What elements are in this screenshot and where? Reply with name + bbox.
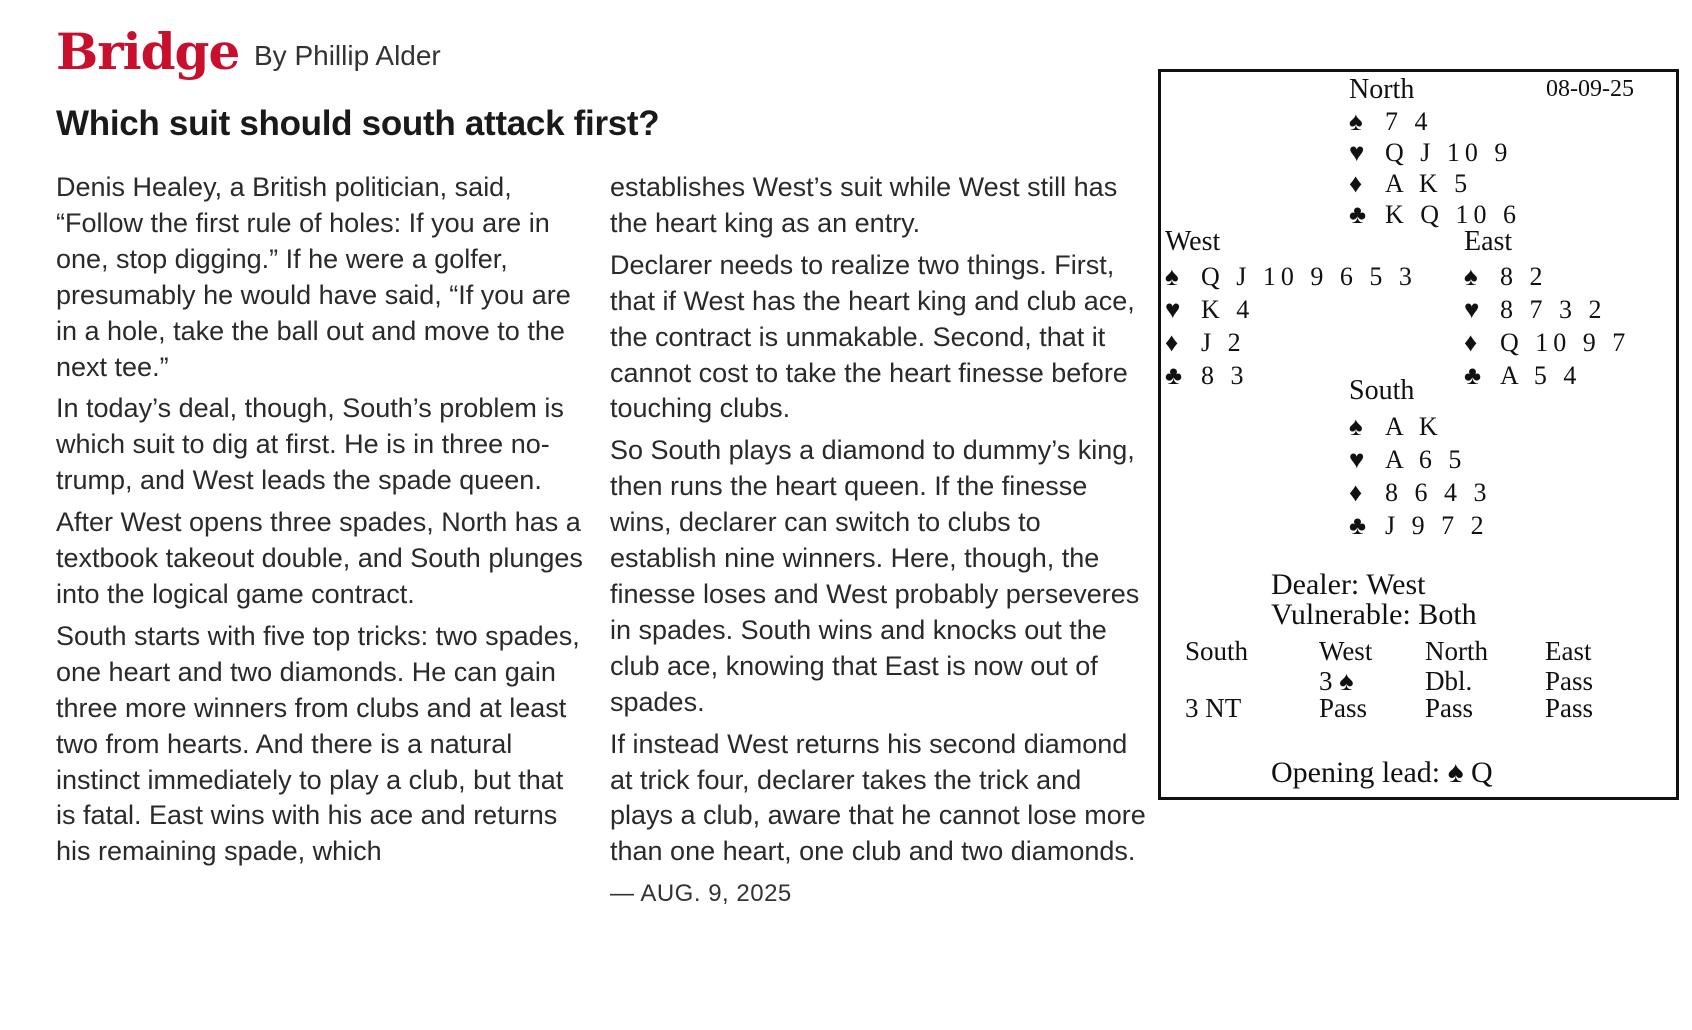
paragraph: Declarer needs to realize two things. First, that if West has the heart king and club ace, the contract is unmakable. Second, that it cannot cost to take the heart finesse before touching clubs. — [610, 249, 1135, 424]
deal-diagram — [1158, 69, 1679, 800]
heart-icon: ♥ — [1349, 445, 1365, 474]
dealer-info: Dealer: West — [1271, 568, 1426, 601]
west-spades: Q J 10 9 6 5 3 — [1201, 262, 1417, 291]
bid-header-south: South — [1185, 636, 1249, 666]
club-icon: ♣ — [1349, 511, 1367, 540]
north-diamonds: A K 5 — [1385, 169, 1473, 198]
paragraph: South starts with five top tricks: two spades, one heart and two diamonds. He can gain three more winners from clubs and at least two from hearts. And there is a natural instinct immediately to play a club, but that is fatal. East wins with his ace and returns his remaining spade, which — [56, 620, 580, 867]
diagram-date: 08-09-25 — [1546, 76, 1634, 102]
south-label: South — [1349, 375, 1415, 406]
bid-cell: Pass — [1545, 666, 1594, 696]
north-hand — [1349, 106, 1521, 230]
vulnerable-info: Vulnerable: Both — [1271, 598, 1477, 631]
bid-cell: Dbl. — [1425, 666, 1473, 696]
brand-title: Bridge — [56, 22, 240, 81]
east-spades: 8 2 — [1500, 262, 1548, 291]
east-hand — [1464, 260, 1630, 392]
article-column-1 — [56, 170, 586, 876]
spade-icon: ♠ — [1349, 107, 1363, 136]
diamond-icon: ♦ — [1464, 328, 1478, 357]
west-label: West — [1165, 226, 1221, 257]
west-hearts: K 4 — [1201, 295, 1255, 324]
club-icon: ♣ — [1464, 361, 1482, 390]
north-clubs: K Q 10 6 — [1385, 200, 1522, 229]
paragraph: So South plays a diamond to dummy’s king, then runs the heart queen. If the finesse wins, declarer can switch to clubs to establish nine winners. Here, though, the finesse loses and West probably perseveres in spades. South wins and knocks out the club ace, knowing that East is now out of spades. — [610, 435, 1140, 717]
bid-cell: 3 ♠ — [1319, 666, 1354, 696]
diamond-icon: ♦ — [1165, 328, 1179, 357]
west-hand — [1165, 260, 1417, 392]
heart-icon: ♥ — [1464, 295, 1480, 324]
paragraph: Denis Healey, a British politician, said, “Follow the first rule of holes: If you are in one, stop digging.” If he were a golfer, presumably he would have said, “If you are in a hole, take the ball out and move to the next tee.” — [56, 172, 571, 382]
article-column-2 — [610, 170, 1150, 912]
byline: By Phillip Alder — [254, 40, 441, 71]
paragraph: If instead West returns his second diamond at trick four, declarer takes the trick and plays a club, aware that he cannot lose more than one heart, one club and two diamonds. — [610, 728, 1146, 867]
south-hand — [1349, 410, 1492, 542]
bid-header-east: East — [1545, 636, 1592, 666]
paragraph: In today’s deal, though, South’s problem is which suit to dig at first. He is in three no-trump, and West leads the spade queen. — [56, 393, 564, 496]
headline: Which suit should south attack first? — [56, 104, 660, 143]
bid-cell: Pass — [1425, 693, 1474, 723]
spade-icon: ♠ — [1349, 412, 1363, 441]
west-diamonds: J 2 — [1201, 328, 1246, 357]
opening-lead: Opening lead: ♠ Q — [1271, 756, 1493, 789]
bid-cell: 3 NT — [1185, 693, 1242, 723]
north-label: North — [1349, 74, 1415, 105]
bid-header-west: West — [1319, 636, 1373, 666]
north-spades: 7 4 — [1385, 107, 1433, 136]
south-hearts: A 6 5 — [1385, 445, 1467, 474]
spade-icon: ♠ — [1165, 262, 1179, 291]
diamond-icon: ♦ — [1349, 169, 1363, 198]
bid-header-north: North — [1425, 636, 1488, 666]
bid-cell: Pass — [1545, 693, 1594, 723]
south-clubs: J 9 7 2 — [1385, 511, 1489, 540]
south-diamonds: 8 6 4 3 — [1385, 478, 1492, 507]
east-hearts: 8 7 3 2 — [1500, 295, 1607, 324]
paragraph: establishes West’s suit while West still has the heart king as an entry. — [610, 172, 1118, 238]
spade-icon: ♠ — [1464, 262, 1478, 291]
west-clubs: 8 3 — [1201, 361, 1249, 390]
heart-icon: ♥ — [1165, 295, 1181, 324]
east-diamonds: Q 10 9 7 — [1500, 328, 1631, 357]
dateline: — AUG. 9, 2025 — [610, 880, 792, 908]
heart-icon: ♥ — [1349, 138, 1365, 167]
east-clubs: A 5 4 — [1500, 361, 1582, 390]
east-label: East — [1464, 226, 1513, 257]
paragraph: After West opens three spades, North has a textbook takeout double, and South plunges into the logical game contract. — [56, 507, 583, 609]
diamond-icon: ♦ — [1349, 478, 1363, 507]
south-spades: A K — [1385, 412, 1443, 441]
north-hearts: Q J 10 9 — [1385, 138, 1513, 167]
bid-cell: Pass — [1319, 693, 1368, 723]
club-icon: ♣ — [1165, 361, 1183, 390]
club-icon: ♣ — [1349, 200, 1367, 229]
